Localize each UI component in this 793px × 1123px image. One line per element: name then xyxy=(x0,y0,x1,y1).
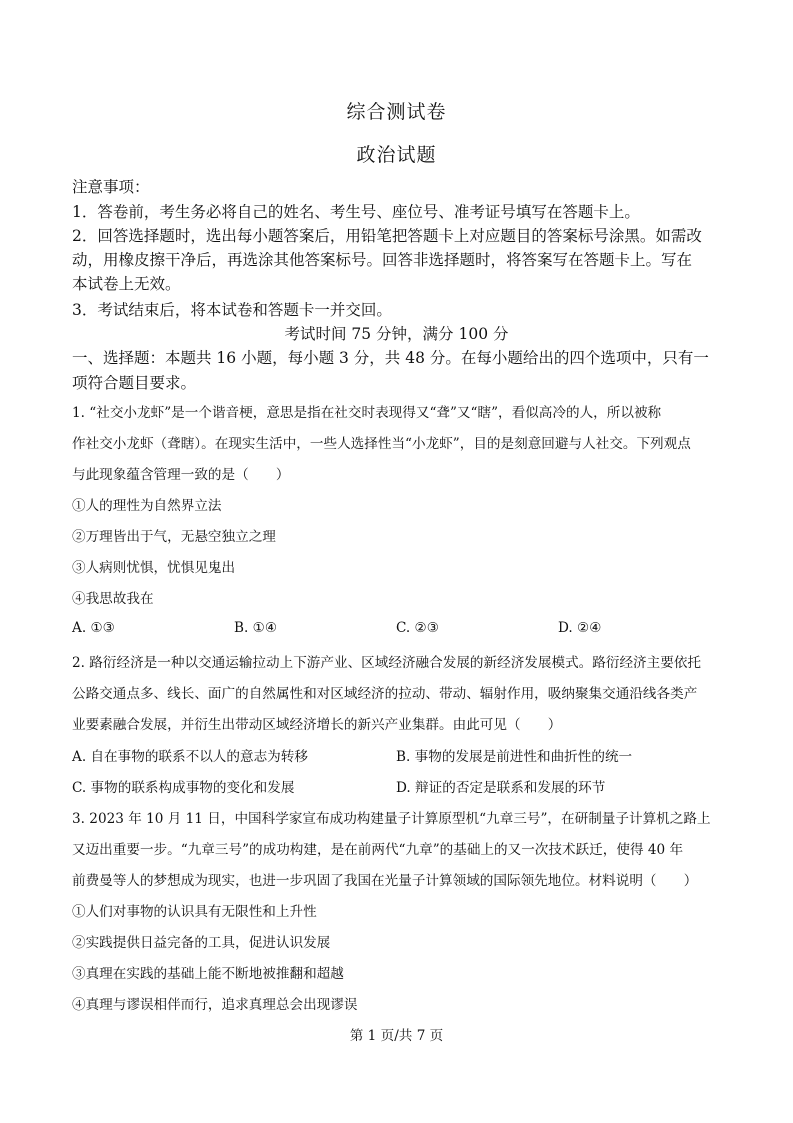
question-2-option-b: B. 事物的发展是前进性和曲折性的统一 xyxy=(396,749,633,765)
question-3-text: 前费曼等人的梦想成为现实，也进一步巩固了我国在光量子计算领域的国际领先地位。材料说明（ ） xyxy=(72,873,698,889)
notice-item: 本试卷上无效。 xyxy=(72,275,181,293)
notice-heading: 注意事项： xyxy=(72,178,150,196)
question-1-option-c: C. ②③ xyxy=(396,620,439,636)
notice-item: 动，用橡皮擦干净后，再选涂其他答案标号。回答非选择题时，将答案写在答题卡上。写在 xyxy=(72,251,693,269)
question-3-statement: ③真理在实践的基础上能不断地被推翻和超越 xyxy=(72,966,344,982)
question-3-statement: ④真理与谬误相伴而行，追求真理总会出现谬误 xyxy=(72,997,358,1013)
question-1-text: 1. “社交小龙虾”是一个谐音梗，意思是指在社交时表现得又“聋”又“瞎”，看似高冷的人，所以被称 xyxy=(72,405,662,421)
page-number: 第 1 页/共 7 页 xyxy=(349,1028,444,1044)
question-3-text: 3. 2023 年 10 月 11 日，中国科学家宣布成功构建量子计算原型机“九章三号”，在研制量子计算机之路上 xyxy=(72,811,711,827)
question-1-statement: ④我思故我在 xyxy=(72,591,154,607)
exam-title: 综合测试卷 xyxy=(346,101,447,123)
question-1-text: 与此现象蕴含管理一致的是（ ） xyxy=(72,467,290,483)
question-1-statement: ②万理皆出于气，无悬空独立之理 xyxy=(72,529,276,545)
question-2-option-a: A. 自在事物的联系不以人的意志为转移 xyxy=(72,749,308,765)
notice-item: 1．答卷前，考生务必将自己的姓名、考生号、座位号、准考证号填写在答题卡上。 xyxy=(72,203,640,221)
question-2-option-c: C. 事物的联系构成事物的变化和发展 xyxy=(72,780,295,796)
notice-item: 3．考试结束后，将本试卷和答题卡一并交回。 xyxy=(72,301,392,319)
question-2-option-d: D. 辩证的否定是联系和发展的环节 xyxy=(396,780,606,796)
notice-item: 2．回答选择题时，选出每小题答案后，用铅笔把答题卡上对应题目的答案标号涂黑。如需改 xyxy=(72,227,702,245)
question-1-option-a: A. ①③ xyxy=(72,620,115,636)
question-1-statement: ①人的理性为自然界立法 xyxy=(72,498,222,514)
question-1-option-d: D. ②④ xyxy=(558,620,602,636)
question-1-text: 作社交小龙虾（聋瞎）。在现实生活中，一些人选择性当“小龙虾”，目的是刻意回避与人社交。下列观点 xyxy=(72,436,691,452)
question-2-text: 业要素融合发展，并衍生出带动区域经济增长的新兴产业集群。由此可见（ ） xyxy=(72,717,562,733)
question-2-text: 2. 路衍经济是一种以交通运输拉动上下游产业、区域经济融合发展的新经济发展模式。路衍经济主要依托 xyxy=(72,655,702,671)
exam-time: 考试时间 75 分钟，满分 100 分 xyxy=(284,325,509,343)
section-heading-cont: 项符合题目要求。 xyxy=(72,374,197,392)
question-1-statement: ③人病则忧惧，忧惧见鬼出 xyxy=(72,560,236,576)
question-3-statement: ①人们对事物的认识具有无限性和上升性 xyxy=(72,904,317,920)
question-1-option-b: B. ①④ xyxy=(234,620,278,636)
question-3-statement: ②实践提供日益完备的工具，促进认识发展 xyxy=(72,935,331,951)
question-2-text: 公路交通点多、线长、面广的自然属性和对区域经济的拉动、带动、辐射作用，吸纳聚集交通沿线各类产 xyxy=(72,686,698,702)
subject-title: 政治试题 xyxy=(356,144,437,166)
section-heading: 一、选择题：本题共 16 小题，每小题 3 分，共 48 分。在每小题给出的四个选项中，只有一 xyxy=(72,349,709,367)
question-3-text: 又迈出重要一步。“九章三号”的成功构建，是在前两代“九章”的基础上的又一次技术跃迁，使得 40 年 xyxy=(72,842,684,858)
